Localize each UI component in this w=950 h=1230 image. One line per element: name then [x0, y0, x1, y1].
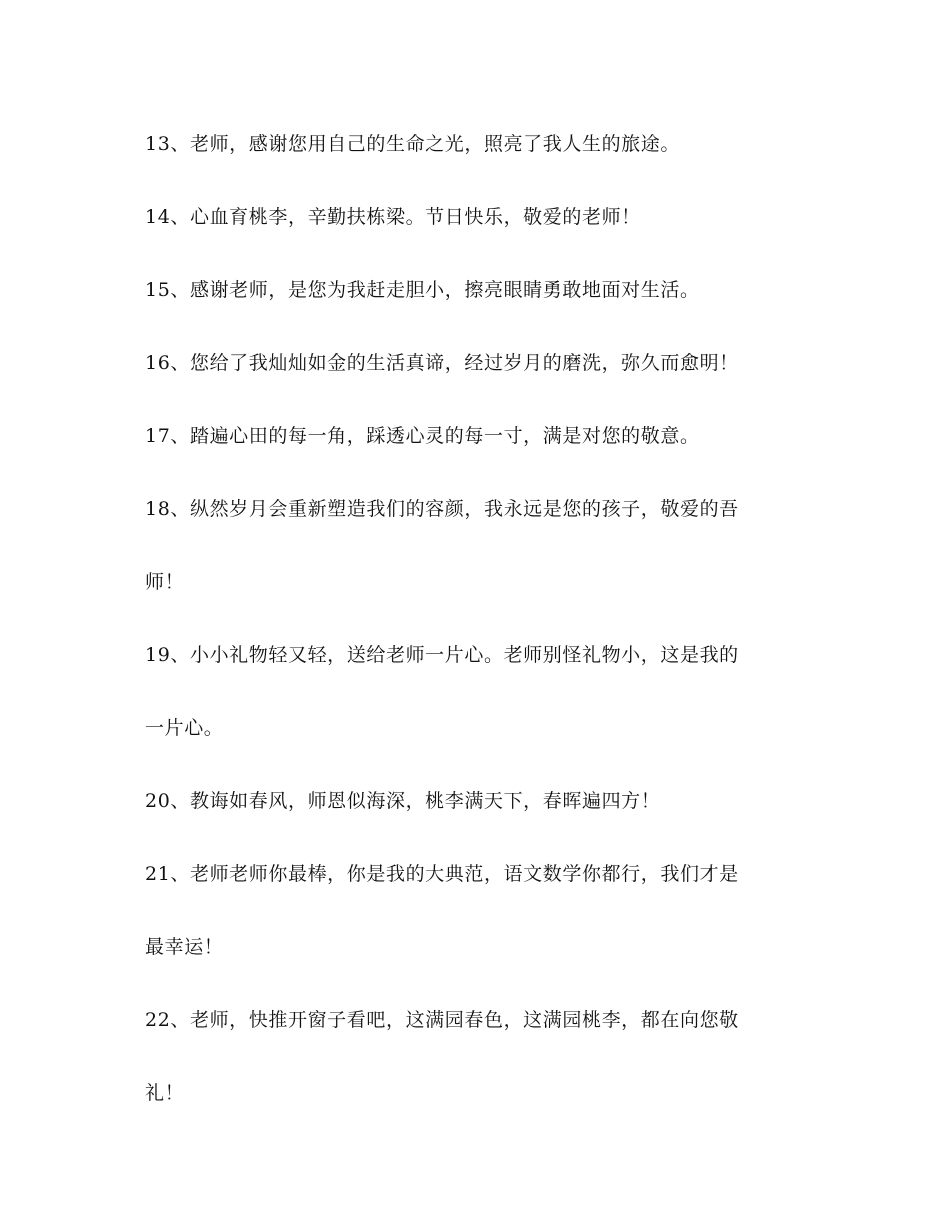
paragraph-20: 20、教诲如春风，师恩似海深，桃李满天下，春晖遍四方！	[145, 790, 661, 812]
paragraph-14: 14、心血育桃李，辛勤扶栋梁。节日快乐，敬爱的老师！	[145, 206, 641, 228]
paragraph-16: 16、您给了我灿灿如金的生活真谛，经过岁月的磨洗，弥久而愈明！	[145, 352, 739, 374]
paragraph-22: 22、老师，快推开窗子看吧，这满园春色，这满园桃李，都在向您敬 礼！	[145, 1009, 739, 1104]
paragraph-18: 18、纵然岁月会重新塑造我们的容颜，我永远是您的孩子，敬爱的吾 师！	[145, 498, 739, 593]
document-body	[145, 108, 805, 1130]
paragraph-21: 21、老师老师你最棒，你是我的大典范，语文数学你都行，我们才是 最幸运！	[145, 863, 739, 958]
paragraph-13: 13、老师，感谢您用自己的生命之光，照亮了我人生的旅途。	[145, 133, 680, 155]
paragraph-17: 17、踏遍心田的每一角，踩透心灵的每一寸，满是对您的敬意。	[145, 425, 700, 447]
paragraph-15: 15、感谢老师，是您为我赶走胆小，擦亮眼睛勇敢地面对生活。	[145, 279, 700, 301]
paragraph-19: 19、小小礼物轻又轻，送给老师一片心。老师别怪礼物小，这是我的 一片心。	[145, 644, 739, 739]
